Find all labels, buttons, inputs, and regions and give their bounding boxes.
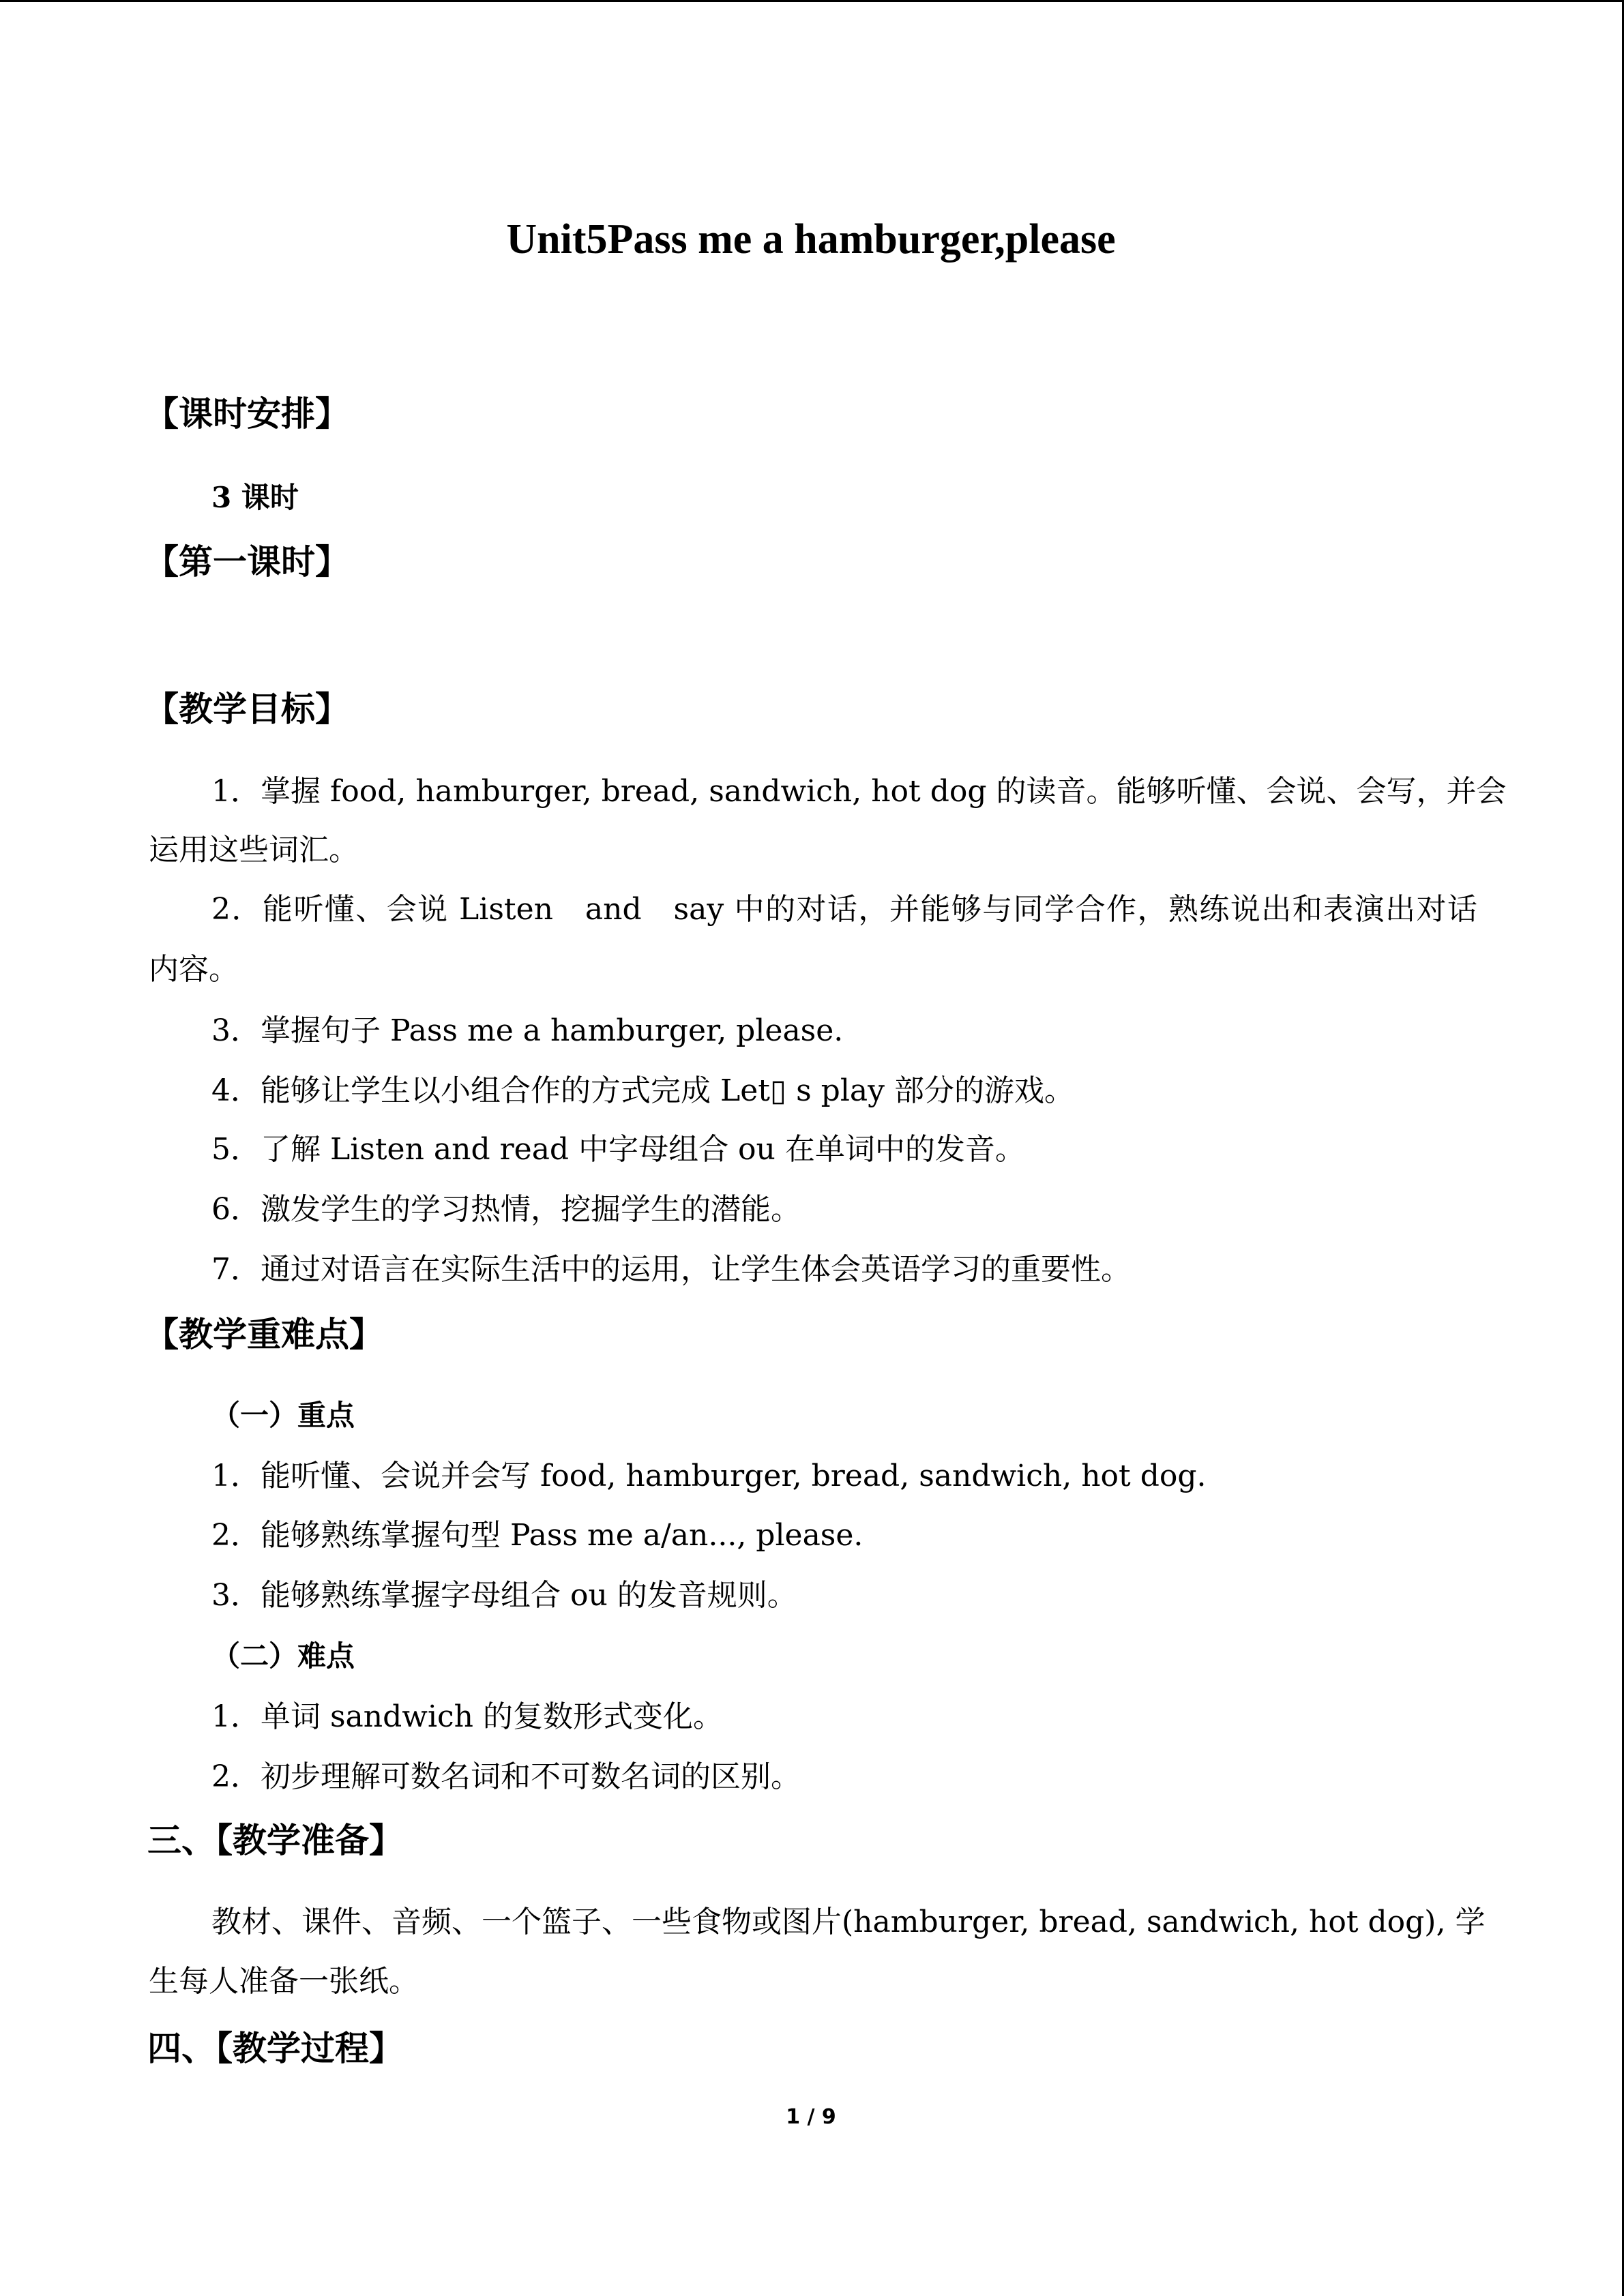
- focus-item-3: 3．能够熟练掌握字母组合 ou 的发音规则。: [211, 1578, 797, 1613]
- process-heading: 四、【教学过程】: [147, 2029, 403, 2068]
- objective-2-line-1: 2．能听懂、会说 Listen and say 中的对话，并能够与同学合作，熟练说出和表演出对话: [211, 892, 1477, 927]
- objective-4: 4．能够让学生以小组合作的方式完成 Let▯ s play 部分的游戏。: [211, 1073, 1074, 1108]
- objective-1-line-1: 1．掌握 food, hamburger, bread, sandwich, hot dog 的读音。能够听懂、会说、会写，并会: [211, 774, 1507, 809]
- schedule-heading: 【课时安排】: [145, 394, 349, 434]
- objective-2-line-2: 内容。: [149, 952, 239, 987]
- objective-3: 3．掌握句子 Pass me a hamburger, please.: [211, 1013, 844, 1048]
- focus-item-2: 2．能够熟练掌握句型 Pass me a/an..., please.: [211, 1518, 863, 1553]
- difficulty-label: （二）难点: [211, 1639, 355, 1673]
- objective-1-line-2: 运用这些词汇。: [149, 833, 359, 867]
- focus-label: （一）重点: [211, 1399, 355, 1432]
- objective-6: 6．激发学生的学习热情，挖掘学生的潜能。: [211, 1192, 801, 1227]
- prep-line-2: 生每人准备一张纸。: [149, 1964, 419, 1999]
- focus-item-1: 1．能听懂、会说并会写 food, hamburger, bread, sandwich, hot dog.: [211, 1459, 1207, 1493]
- objectives-heading: 【教学目标】: [145, 689, 349, 729]
- keypoints-heading: 【教学重难点】: [145, 1315, 383, 1354]
- difficulty-item-1: 1．单词 sandwich 的复数形式变化。: [211, 1699, 723, 1734]
- lesson-heading: 【第一课时】: [145, 542, 349, 582]
- page-number: 1 / 9: [786, 2105, 836, 2129]
- objective-7: 7．通过对语言在实际生活中的运用，让学生体会英语学习的重要性。: [211, 1252, 1131, 1287]
- prep-heading: 三、【教学准备】: [147, 1821, 403, 1860]
- difficulty-item-2: 2．初步理解可数名词和不可数名词的区别。: [211, 1759, 801, 1794]
- prep-line-1: 教材、课件、音频、一个篮子、一些食物或图片(hamburger, bread, sandwich, hot dog), 学: [211, 1905, 1486, 1939]
- objective-5: 5．了解 Listen and read 中字母组合 ou 在单词中的发音。: [211, 1132, 1025, 1167]
- schedule-value: 3 课时: [211, 481, 299, 514]
- document-title: Unit5Pass me a hamburger,please: [506, 216, 1116, 263]
